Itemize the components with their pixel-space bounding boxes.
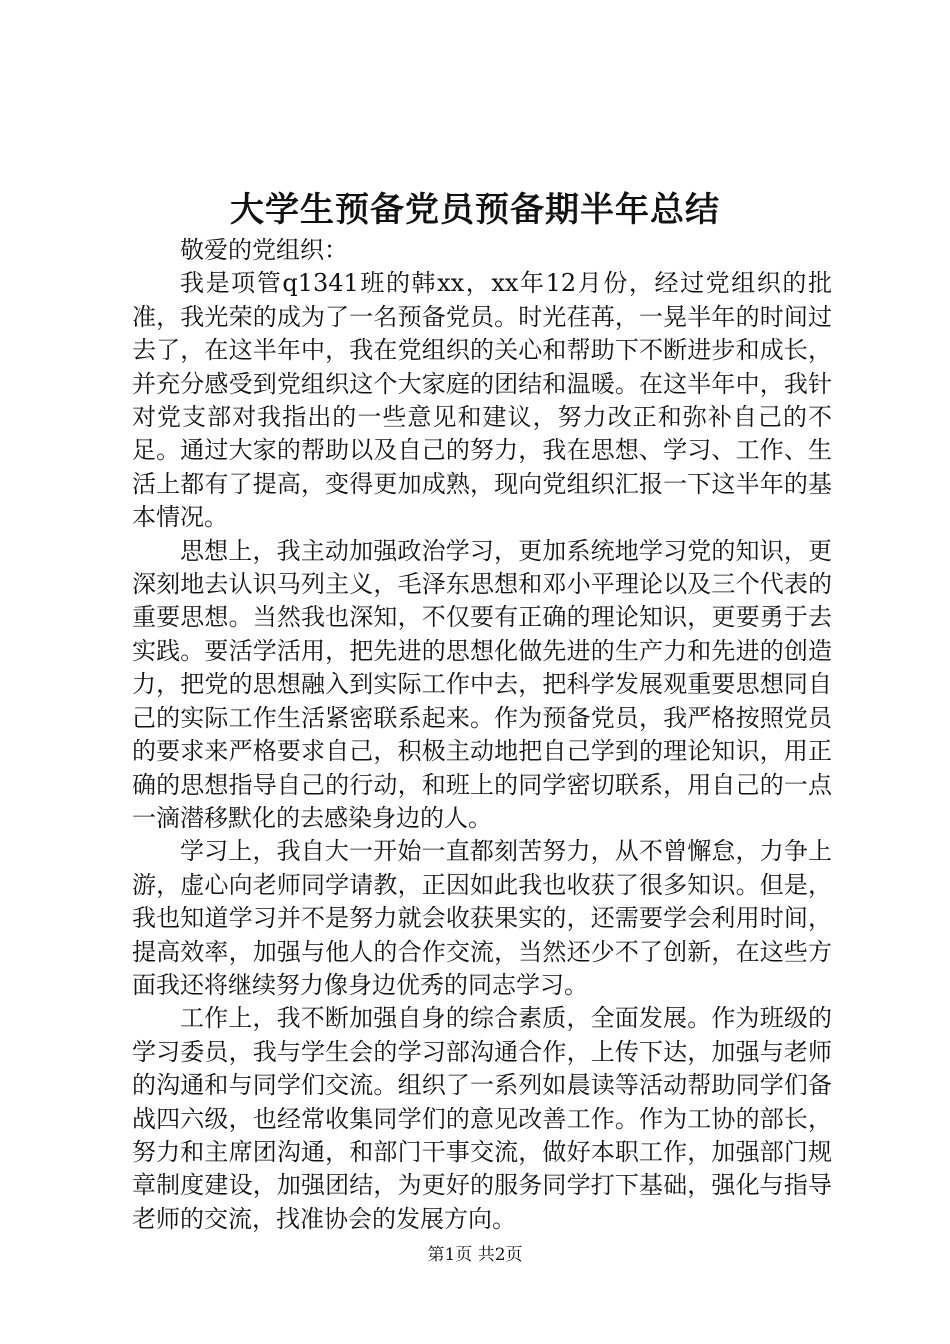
document-body (132, 234, 832, 1236)
page-indicator: 第1页 共2页 (427, 1245, 523, 1265)
salutation: 敬爱的党组织： (180, 236, 348, 264)
paragraph-ideology: 思想上，我主动加强政治学习，更加系统地学习党的知识，更深刻地去认识马列主义，毛泽东思想和邓小平理论以及三个代表的重要思想。当然我也深知，不仅要有正确的理论知识，更要勇于去实践。要活学活用，把先进的思想化做先进的生产力和先进的创造力，把党的思想融入到实际工作中去，把科学发展观重要思想同自己的实际工作生活紧密联系起来。作为预备党员，我严格按照党员的要求来严格要求自己，积极主动地把自己学到的理论知识，用正确的思想指导自己的行动，和班上的同学密切联系，用自己的一点一滴潜移默化的去感染身边的人。 (132, 536, 832, 832)
paragraph-work: 工作上，我不断加强自身的综合素质，全面发展。作为班级的学习委员，我与学生会的学习部沟通合作，上传下达，加强与老师的沟通和与同学们交流。组织了一系列如晨读等活动帮助同学们备战四六级，也经常收集同学们的意见改善工作。作为工协的部长，努力和主席团沟通，和部门干事交流，做好本职工作，加强部门规章制度建设，加强团结，为更好的服务同学打下基础，强化与指导老师的交流，找准协会的发展方向。 (132, 1004, 832, 1233)
paragraph-introduction: 我是项管q1341班的韩xx，xx年12月份，经过党组织的批准，我光荣的成为了一名预备党员。时光荏苒，一晃半年的时间过去了，在这半年中，我在党组织的关心和帮助下不断进步和成长，并充分感受到党组织这个大家庭的团结和温暖。在这半年中，我针对党支部对我指出的一些意见和建议，努力改正和弥补自己的不足。通过大家的帮助以及自己的努力，我在思想、学习、工作、生活上都有了提高，变得更加成熟，现向党组织汇报一下这半年的基本情况。 (132, 269, 832, 532)
document-title: 大学生预备党员预备期半年总结 (230, 190, 720, 230)
paragraph-study: 学习上，我自大一开始一直都刻苦努力，从不曾懈怠，力争上游，虚心向老师同学请教，正因如此我也收获了很多知识。但是，我也知道学习并不是努力就会收获果实的，还需要学会利用时间，提高效率，加强与他人的合作交流，当然还少不了创新，在这些方面我还将继续努力像身边优秀的同志学习。 (132, 837, 832, 999)
